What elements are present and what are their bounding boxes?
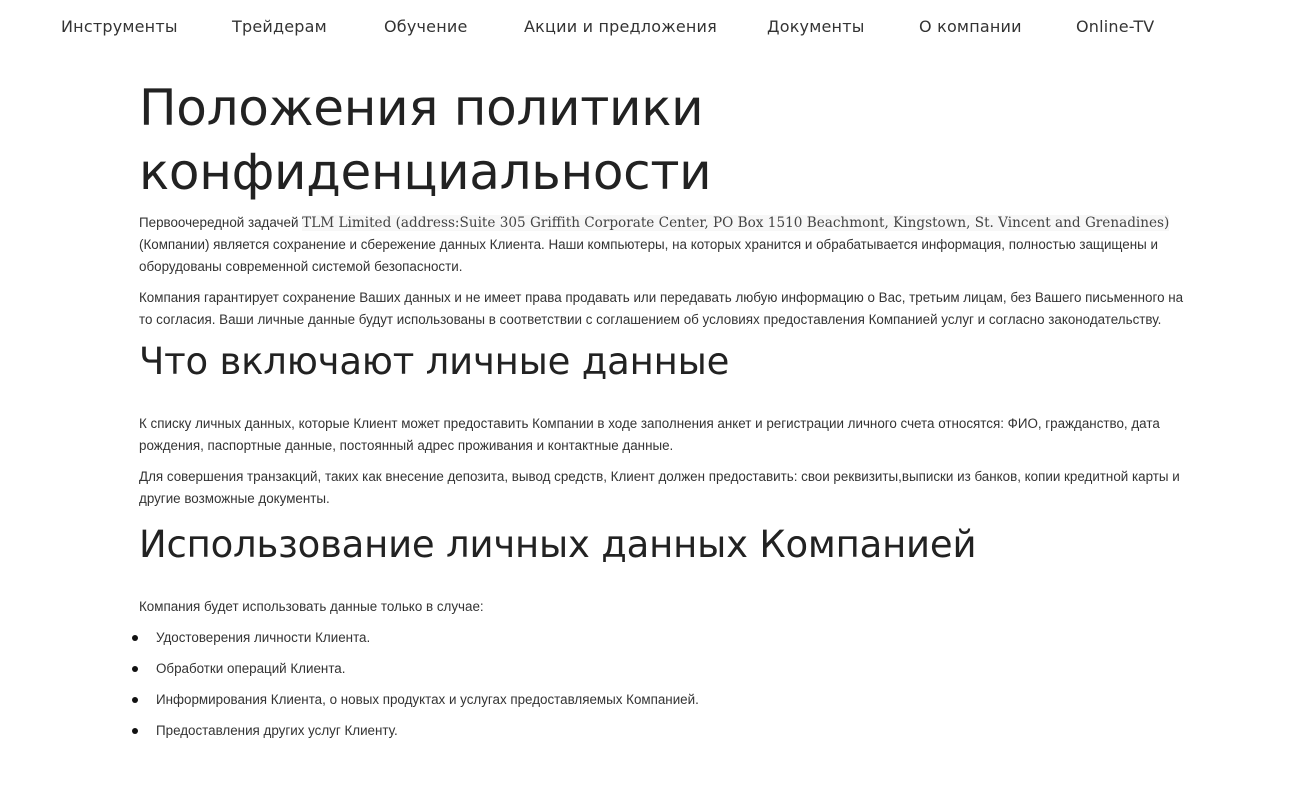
- nav-item-education[interactable]: Обучение: [384, 17, 468, 36]
- usage-lead: Компания будет использовать данные только в случае:: [139, 599, 484, 614]
- nav-item-traders[interactable]: Трейдерам: [232, 17, 327, 36]
- list-item: Предоставления других услуг Клиенту.: [139, 720, 1189, 742]
- page-title-line-2: конфиденциальности: [139, 143, 712, 201]
- section-title-personal-data: Что включают личные данные: [139, 340, 730, 383]
- guarantee-paragraph: Компания гарантирует сохранение Ваших данных и не имеет права продавать или передавать любую информацию о Вас, третьим лицам, без Вашего письменного на то согласия. Ваши личные данные будут использованы в соответствии с соглашением об условиях предоставления Компанией услуг и согласно законодательству.: [139, 290, 1184, 327]
- main-content: [139, 76, 1189, 751]
- usage-list: [139, 627, 1189, 742]
- company-address: TLM Limited (address:Suite 305 Griffith Corporate Center, PO Box 1510 Beachmont, Kingstown, St. Vincent and Grenadines): [302, 215, 1170, 231]
- nav-item-online-tv[interactable]: Online-TV: [1076, 17, 1155, 36]
- nav-item-about[interactable]: О компании: [919, 17, 1022, 36]
- list-item: Удостоверения личности Клиента.: [139, 627, 1189, 649]
- intro-prefix: Первоочередной задачей: [139, 215, 303, 230]
- nav-item-documents[interactable]: Документы: [767, 17, 865, 36]
- section-title-usage: Использование личных данных Компанией: [139, 523, 977, 566]
- list-item: Информирования Клиента, о новых продуктах и услугах предоставляемых Компанией.: [139, 689, 1189, 711]
- intro-paragraph: [139, 212, 1189, 278]
- list-item: Обработки операций Клиента.: [139, 658, 1189, 680]
- top-navigation: [0, 0, 1297, 56]
- intro-suffix: (Компании) является сохранение и сбережение данных Клиента. Наши компьютеры, на которых хранится и обрабатывается информация, полностью защищены и оборудованы современной системой безопасности.: [139, 237, 1158, 274]
- page-title-line-1: Положения политики: [139, 79, 704, 137]
- personal-data-paragraph-1: К списку личных данных, которые Клиент может предоставить Компании в ходе заполнения анкет и регистрации личного счета относятся: ФИО, гражданство, дата рождения, паспортные данные, постоянный адрес проживания и контактные данные.: [139, 416, 1160, 453]
- personal-data-paragraph-2: Для совершения транзакций, таких как внесение депозита, вывод средств, Клиент должен предоставить: свои реквизиты,выписки из банков, копии кредитной карты и другие возможные документы.: [139, 469, 1180, 506]
- page-title: [139, 76, 1189, 204]
- nav-item-promotions[interactable]: Акции и предложения: [524, 17, 717, 36]
- nav-item-instruments[interactable]: Инструменты: [61, 17, 178, 36]
